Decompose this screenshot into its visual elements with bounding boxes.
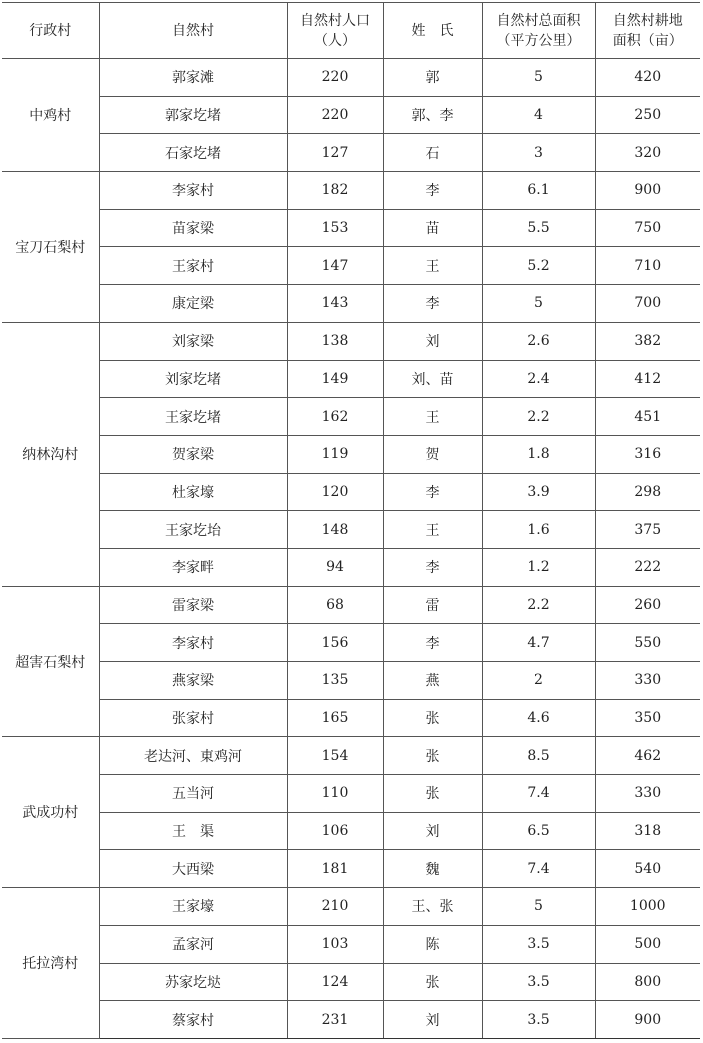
farmland-cell: 250 bbox=[595, 96, 700, 134]
population-cell: 135 bbox=[287, 662, 383, 700]
total-area-cell: 2.2 bbox=[482, 398, 595, 436]
total-area-cell: 6.1 bbox=[482, 172, 595, 210]
table-row bbox=[2, 96, 700, 134]
surname-cell: 刘 bbox=[383, 812, 482, 850]
total-area-cell: 2.2 bbox=[482, 586, 595, 624]
header-farmland-line2: 面积（亩） bbox=[612, 32, 683, 49]
total-area-cell: 4 bbox=[482, 96, 595, 134]
farmland-cell: 420 bbox=[595, 59, 700, 97]
header-population-line2: （人） bbox=[314, 32, 356, 49]
farmland-cell: 330 bbox=[595, 775, 700, 813]
surname-cell: 郭、李 bbox=[383, 96, 482, 134]
natural-village-cell: 康定梁 bbox=[99, 285, 287, 323]
population-cell: 147 bbox=[287, 247, 383, 285]
farmland-cell: 350 bbox=[595, 699, 700, 737]
header-surname: 姓 氏 bbox=[383, 3, 482, 59]
population-cell: 154 bbox=[287, 737, 383, 775]
natural-village-cell: 郭家滩 bbox=[99, 59, 287, 97]
population-cell: 138 bbox=[287, 322, 383, 360]
surname-cell: 李 bbox=[383, 624, 482, 662]
farmland-cell: 750 bbox=[595, 209, 700, 247]
table-row bbox=[2, 775, 700, 813]
total-area-cell: 3.9 bbox=[482, 473, 595, 511]
surname-cell: 李 bbox=[383, 172, 482, 210]
population-cell: 220 bbox=[287, 59, 383, 97]
table-header bbox=[2, 3, 700, 59]
table-row bbox=[2, 322, 700, 360]
total-area-cell: 3.5 bbox=[482, 925, 595, 963]
farmland-cell: 900 bbox=[595, 172, 700, 210]
population-cell: 156 bbox=[287, 624, 383, 662]
natural-village-cell: 李家村 bbox=[99, 172, 287, 210]
farmland-cell: 330 bbox=[595, 662, 700, 700]
natural-village-cell: 老达河、東鸡河 bbox=[99, 737, 287, 775]
population-cell: 103 bbox=[287, 925, 383, 963]
header-farmland bbox=[595, 3, 700, 59]
surname-cell: 燕 bbox=[383, 662, 482, 700]
farmland-cell: 462 bbox=[595, 737, 700, 775]
population-cell: 68 bbox=[287, 586, 383, 624]
header-population-line1: 自然村人口 bbox=[300, 12, 370, 29]
total-area-cell: 6.5 bbox=[482, 812, 595, 850]
header-natural-village: 自然村 bbox=[99, 3, 287, 59]
population-cell: 181 bbox=[287, 850, 383, 888]
farmland-cell: 500 bbox=[595, 925, 700, 963]
admin-village-cell: 纳林沟村 bbox=[2, 322, 99, 586]
farmland-cell: 320 bbox=[595, 134, 700, 172]
natural-village-cell: 王家圪堵 bbox=[99, 398, 287, 436]
population-cell: 165 bbox=[287, 699, 383, 737]
table-row bbox=[2, 963, 700, 1001]
total-area-cell: 5.2 bbox=[482, 247, 595, 285]
total-area-cell: 2.4 bbox=[482, 360, 595, 398]
table-row bbox=[2, 548, 700, 586]
total-area-cell: 7.4 bbox=[482, 775, 595, 813]
table-row bbox=[2, 59, 700, 97]
surname-cell: 刘 bbox=[383, 1001, 482, 1039]
table-row bbox=[2, 888, 700, 926]
natural-village-cell: 苏家圪垯 bbox=[99, 963, 287, 1001]
total-area-cell: 1.2 bbox=[482, 548, 595, 586]
total-area-cell: 4.7 bbox=[482, 624, 595, 662]
natural-village-cell: 蔡家村 bbox=[99, 1001, 287, 1039]
table-row bbox=[2, 172, 700, 210]
farmland-cell: 222 bbox=[595, 548, 700, 586]
natural-village-cell: 孟家河 bbox=[99, 925, 287, 963]
natural-village-cell: 大西梁 bbox=[99, 850, 287, 888]
admin-village-cell: 超害石梨村 bbox=[2, 586, 99, 737]
natural-village-cell: 王家壕 bbox=[99, 888, 287, 926]
surname-cell: 贺 bbox=[383, 435, 482, 473]
farmland-cell: 700 bbox=[595, 285, 700, 323]
surname-cell: 王、张 bbox=[383, 888, 482, 926]
total-area-cell: 4.6 bbox=[482, 699, 595, 737]
farmland-cell: 1000 bbox=[595, 888, 700, 926]
farmland-cell: 710 bbox=[595, 247, 700, 285]
table-row bbox=[2, 699, 700, 737]
natural-village-cell: 王家圪坮 bbox=[99, 511, 287, 549]
population-cell: 182 bbox=[287, 172, 383, 210]
village-table bbox=[2, 2, 700, 1039]
natural-village-cell: 苗家梁 bbox=[99, 209, 287, 247]
farmland-cell: 318 bbox=[595, 812, 700, 850]
natural-village-cell: 张家村 bbox=[99, 699, 287, 737]
header-total-area-line1: 自然村总面积 bbox=[496, 12, 581, 29]
farmland-cell: 375 bbox=[595, 511, 700, 549]
surname-cell: 陈 bbox=[383, 925, 482, 963]
farmland-cell: 298 bbox=[595, 473, 700, 511]
table-row bbox=[2, 360, 700, 398]
header-farmland-line1: 自然村耕地 bbox=[612, 12, 683, 29]
table-row bbox=[2, 850, 700, 888]
surname-cell: 张 bbox=[383, 775, 482, 813]
surname-cell: 雷 bbox=[383, 586, 482, 624]
population-cell: 148 bbox=[287, 511, 383, 549]
header-population bbox=[287, 3, 383, 59]
population-cell: 127 bbox=[287, 134, 383, 172]
surname-cell: 魏 bbox=[383, 850, 482, 888]
admin-village-cell: 武成功村 bbox=[2, 737, 99, 888]
table-row bbox=[2, 473, 700, 511]
population-cell: 231 bbox=[287, 1001, 383, 1039]
surname-cell: 苗 bbox=[383, 209, 482, 247]
total-area-cell: 8.5 bbox=[482, 737, 595, 775]
admin-village-cell: 中鸡村 bbox=[2, 59, 99, 172]
natural-village-cell: 李家畔 bbox=[99, 548, 287, 586]
table-row bbox=[2, 511, 700, 549]
natural-village-cell: 五当河 bbox=[99, 775, 287, 813]
population-cell: 162 bbox=[287, 398, 383, 436]
table-row bbox=[2, 247, 700, 285]
farmland-cell: 412 bbox=[595, 360, 700, 398]
natural-village-cell: 燕家梁 bbox=[99, 662, 287, 700]
surname-cell: 刘、苗 bbox=[383, 360, 482, 398]
total-area-cell: 5.5 bbox=[482, 209, 595, 247]
total-area-cell: 5 bbox=[482, 888, 595, 926]
table-row bbox=[2, 586, 700, 624]
surname-cell: 张 bbox=[383, 699, 482, 737]
header-admin-village: 行政村 bbox=[2, 3, 99, 59]
table-row bbox=[2, 737, 700, 775]
table-row bbox=[2, 662, 700, 700]
surname-cell: 王 bbox=[383, 247, 482, 285]
table-row bbox=[2, 134, 700, 172]
population-cell: 94 bbox=[287, 548, 383, 586]
table-row bbox=[2, 435, 700, 473]
total-area-cell: 5 bbox=[482, 285, 595, 323]
surname-cell: 李 bbox=[383, 473, 482, 511]
header-total-area bbox=[482, 3, 595, 59]
total-area-cell: 3.5 bbox=[482, 963, 595, 1001]
table-row bbox=[2, 285, 700, 323]
surname-cell: 王 bbox=[383, 398, 482, 436]
table-row bbox=[2, 925, 700, 963]
total-area-cell: 3 bbox=[482, 134, 595, 172]
table-row bbox=[2, 209, 700, 247]
surname-cell: 石 bbox=[383, 134, 482, 172]
surname-cell: 张 bbox=[383, 737, 482, 775]
farmland-cell: 540 bbox=[595, 850, 700, 888]
admin-village-cell: 宝刀石梨村 bbox=[2, 172, 99, 323]
population-cell: 149 bbox=[287, 360, 383, 398]
table-row bbox=[2, 1001, 700, 1039]
population-cell: 110 bbox=[287, 775, 383, 813]
table-row bbox=[2, 812, 700, 850]
surname-cell: 刘 bbox=[383, 322, 482, 360]
header-total-area-line2: （平方公里） bbox=[496, 32, 581, 49]
total-area-cell: 2 bbox=[482, 662, 595, 700]
population-cell: 124 bbox=[287, 963, 383, 1001]
total-area-cell: 7.4 bbox=[482, 850, 595, 888]
farmland-cell: 800 bbox=[595, 963, 700, 1001]
natural-village-cell: 杜家壕 bbox=[99, 473, 287, 511]
table-body bbox=[2, 59, 700, 1039]
population-cell: 143 bbox=[287, 285, 383, 323]
farmland-cell: 900 bbox=[595, 1001, 700, 1039]
surname-cell: 李 bbox=[383, 548, 482, 586]
population-cell: 210 bbox=[287, 888, 383, 926]
natural-village-cell: 刘家圪堵 bbox=[99, 360, 287, 398]
farmland-cell: 550 bbox=[595, 624, 700, 662]
natural-village-cell: 石家圪堵 bbox=[99, 134, 287, 172]
total-area-cell: 3.5 bbox=[482, 1001, 595, 1039]
admin-village-cell: 托拉湾村 bbox=[2, 888, 99, 1039]
farmland-cell: 451 bbox=[595, 398, 700, 436]
farmland-cell: 316 bbox=[595, 435, 700, 473]
natural-village-cell: 王 渠 bbox=[99, 812, 287, 850]
natural-village-cell: 郭家圪堵 bbox=[99, 96, 287, 134]
total-area-cell: 1.8 bbox=[482, 435, 595, 473]
natural-village-cell: 李家村 bbox=[99, 624, 287, 662]
total-area-cell: 5 bbox=[482, 59, 595, 97]
population-cell: 120 bbox=[287, 473, 383, 511]
population-cell: 153 bbox=[287, 209, 383, 247]
farmland-cell: 382 bbox=[595, 322, 700, 360]
population-cell: 220 bbox=[287, 96, 383, 134]
natural-village-cell: 贺家梁 bbox=[99, 435, 287, 473]
total-area-cell: 2.6 bbox=[482, 322, 595, 360]
table-row bbox=[2, 398, 700, 436]
natural-village-cell: 雷家梁 bbox=[99, 586, 287, 624]
surname-cell: 王 bbox=[383, 511, 482, 549]
farmland-cell: 260 bbox=[595, 586, 700, 624]
table-row bbox=[2, 624, 700, 662]
natural-village-cell: 王家村 bbox=[99, 247, 287, 285]
total-area-cell: 1.6 bbox=[482, 511, 595, 549]
natural-village-cell: 刘家梁 bbox=[99, 322, 287, 360]
surname-cell: 张 bbox=[383, 963, 482, 1001]
surname-cell: 李 bbox=[383, 285, 482, 323]
population-cell: 106 bbox=[287, 812, 383, 850]
surname-cell: 郭 bbox=[383, 59, 482, 97]
population-cell: 119 bbox=[287, 435, 383, 473]
